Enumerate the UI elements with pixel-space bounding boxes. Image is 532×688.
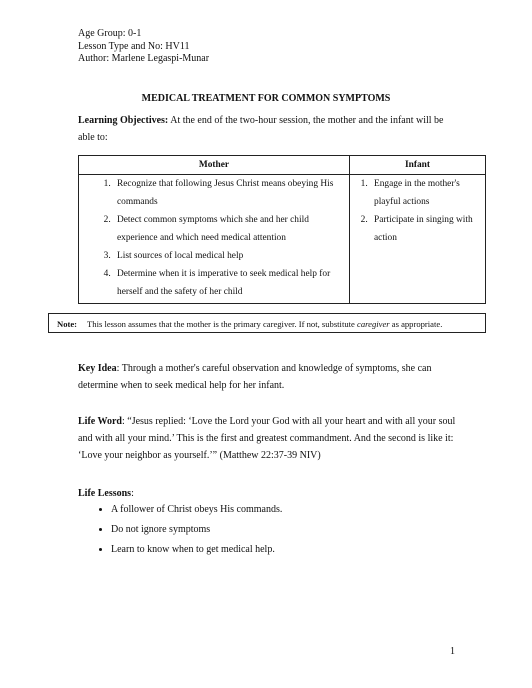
note-text: This lesson assumes that the mother is the primary caregiver. If not, substitute <box>87 319 355 329</box>
life-word <box>78 413 462 464</box>
infant-header: Infant <box>350 156 486 175</box>
life-lessons-colon: : <box>131 488 134 499</box>
mother-cell <box>79 175 350 304</box>
life-lessons-label: Life Lessons <box>78 488 132 499</box>
objectives-table <box>78 155 486 304</box>
author: Author: Marlene Legaspi-Munar <box>78 53 210 64</box>
list-item: • Do not ignore symptoms <box>111 520 282 540</box>
note-label: Note: <box>57 319 78 329</box>
list-item: 4. Determine when it is imperative to seek medical help for herself and the safety of her child <box>113 265 347 301</box>
life-word-text: : “Jesus replied: ‘Love the Lord your God with all your heart and with all your soul and with all your mind.’ This is the first and greatest commandment. And the second is like it: ‘Love your neighbor as yourself.’” (Matthew 22:37-39 NIV) <box>78 416 456 461</box>
objectives-text: At the end of the two-hour session, the mother and the infant will be able to: <box>78 115 444 143</box>
infant-cell <box>350 175 486 304</box>
list-item: 3. List sources of local medical help <box>113 247 347 265</box>
mother-objectives-list <box>81 175 347 301</box>
infant-objectives-list <box>352 175 483 247</box>
life-word-label: Life Word <box>78 416 122 427</box>
mother-header: Mother <box>79 156 350 175</box>
lesson-metadata <box>78 28 209 66</box>
note-italic: caregiver <box>357 319 390 329</box>
list-item: 2. Detect common symptoms which she and her child experience and which need medical attention <box>113 211 347 247</box>
learning-objectives <box>78 112 462 146</box>
note-text-end: as appropriate. <box>391 319 443 329</box>
life-lessons-list <box>78 500 282 560</box>
note-box <box>48 313 486 333</box>
list-item: 2. Participate in singing with action <box>370 211 483 247</box>
page-title: MEDICAL TREATMENT FOR COMMON SYMPTOMS <box>141 93 391 104</box>
list-item: • A follower of Christ obeys His commands. <box>111 500 282 520</box>
key-idea-label: Key Idea <box>78 363 117 374</box>
objectives-label: Learning Objectives: <box>78 115 169 126</box>
age-group: Age Group: 0-1 <box>78 28 142 39</box>
list-item: 1. Recognize that following Jesus Christ means obeying His commands <box>113 175 347 211</box>
list-item: 1. Engage in the mother's playful actions <box>370 175 483 211</box>
page-number: 1 <box>450 646 455 657</box>
list-item: • Learn to know when to get medical help. <box>111 540 282 560</box>
key-idea <box>78 360 462 394</box>
key-idea-text: : Through a mother's careful observation and knowledge of symptoms, she can determine when to seek medical help for her infant. <box>78 363 432 391</box>
lesson-type: Lesson Type and No: HV11 <box>78 40 190 52</box>
